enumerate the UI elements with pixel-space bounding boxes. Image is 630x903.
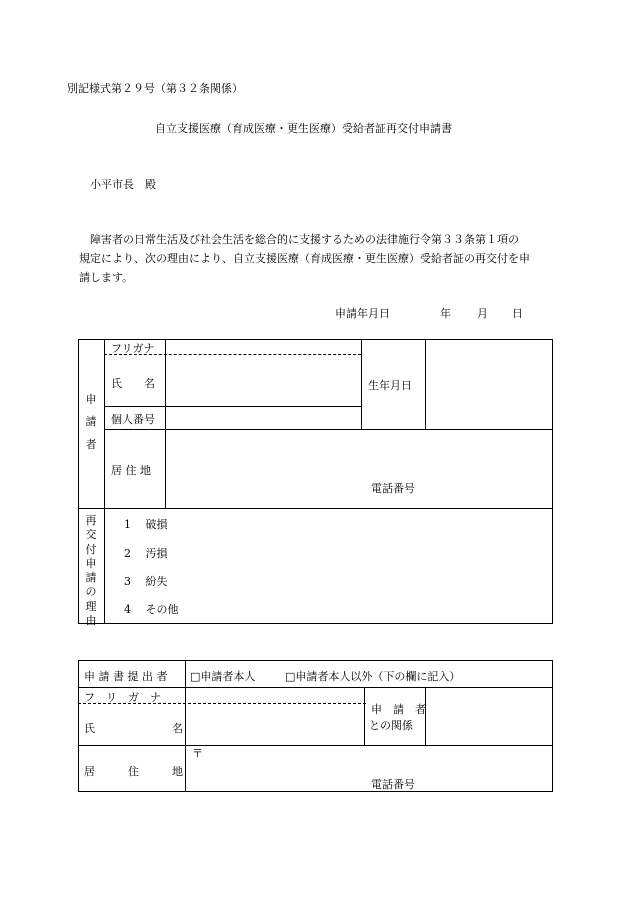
address-label: 居 住 地 bbox=[111, 464, 151, 477]
month-label: 月 bbox=[477, 307, 488, 320]
option-self-checkbox[interactable]: □申請者本人 bbox=[190, 670, 256, 683]
form-number: 別記様式第２９号（第３２条関係） bbox=[67, 82, 243, 95]
submitter-address-mid: 住 bbox=[128, 765, 139, 778]
reason-item: 3 紛失 bbox=[124, 575, 168, 588]
reason-item: 4 その他 bbox=[124, 603, 179, 616]
submitter-furigana-label: フ リ ガ ナ bbox=[84, 691, 161, 704]
reason-item: 1 破損 bbox=[124, 518, 168, 531]
postal-mark: 〒 bbox=[192, 747, 203, 760]
birthdate-label: 生年月日 bbox=[368, 379, 412, 392]
day-label: 日 bbox=[512, 307, 523, 320]
year-label: 年 bbox=[440, 307, 451, 320]
submitter-phone-label: 電話番号 bbox=[371, 778, 415, 791]
body-text-line2: 規定により、次の理由により、自立支援医療（育成医療・更生医療）受給者証の再交付を申 bbox=[79, 252, 530, 265]
body-text-line3: 請します。 bbox=[79, 271, 134, 284]
option-other-checkbox[interactable]: □申請者本人以外（下の欄に記入） bbox=[285, 670, 461, 683]
addressee: 小平市長 殿 bbox=[90, 178, 156, 191]
submitter-address-right: 地 bbox=[172, 765, 183, 778]
submitter-label: 申 請 書 提 出 者 bbox=[84, 670, 168, 683]
submitter-name-label-left: 氏 bbox=[84, 722, 95, 735]
reason-item: 2 汚損 bbox=[124, 547, 168, 560]
submitter-address-left: 居 bbox=[84, 765, 95, 778]
name-label: 氏 名 bbox=[111, 377, 155, 390]
relation-label-line1: 申 請 者 bbox=[371, 703, 426, 716]
applicant-side-label: 申 請 者 bbox=[85, 393, 97, 451]
date-label: 申請年月日 bbox=[335, 307, 390, 320]
phone-label: 電話番号 bbox=[371, 482, 415, 495]
furigana-label: フリガナ bbox=[111, 342, 155, 355]
mynumber-label: 個人番号 bbox=[111, 413, 155, 426]
form-title: 自立支援医療（育成医療・更生医療）受給者証再交付申請書 bbox=[155, 122, 452, 135]
body-text-line1: 障害者の日常生活及び社会生活を総合的に支援するための法律施行令第３３条第１項の bbox=[90, 233, 519, 246]
submitter-name-label-right: 名 bbox=[172, 722, 183, 735]
reason-side-label: 再 交 付 申 請 の 理 由 bbox=[85, 514, 97, 628]
relation-label-line2: との関係 bbox=[369, 719, 413, 732]
